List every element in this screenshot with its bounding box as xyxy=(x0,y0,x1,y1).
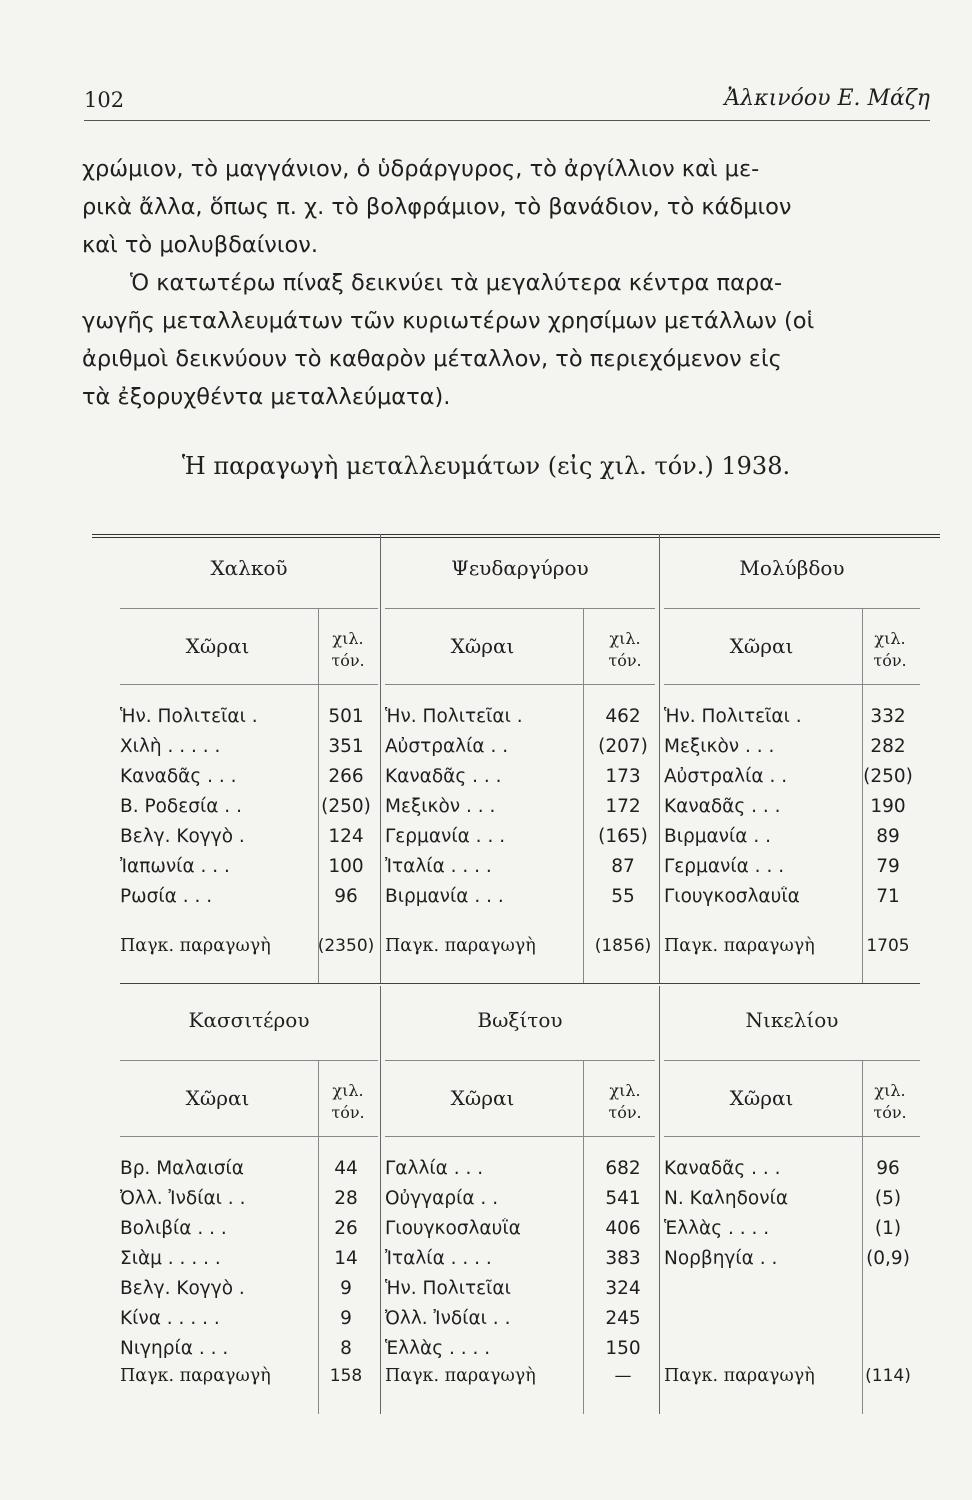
header-rule xyxy=(84,120,930,121)
column-header-unit xyxy=(318,1080,378,1124)
production-value: 96 xyxy=(334,886,358,907)
total-value: 1705 xyxy=(866,936,910,956)
production-value: (5) xyxy=(874,1188,902,1209)
subhead-rule xyxy=(120,608,378,609)
country-name: Βελγ. Κογγὸ . xyxy=(120,1278,245,1299)
column-header-unit xyxy=(860,1080,920,1124)
table-row xyxy=(664,1248,920,1278)
column-header-unit xyxy=(595,1080,655,1124)
table-row xyxy=(664,1218,920,1248)
table-row xyxy=(120,1278,378,1308)
column-header-countries: Χῶραι xyxy=(729,1086,794,1110)
production-value: 14 xyxy=(334,1248,358,1269)
table-block-1 xyxy=(120,534,920,984)
production-value: 71 xyxy=(876,886,900,907)
production-value: 682 xyxy=(605,1158,641,1179)
total-value: — xyxy=(614,1366,632,1386)
table-section xyxy=(385,986,655,1414)
page-number: 102 xyxy=(84,88,125,112)
table-row xyxy=(385,1158,655,1188)
table-section xyxy=(120,986,378,1414)
mineral-title: Ψευδαργύρου xyxy=(451,556,589,580)
unit-line: χιλ. xyxy=(874,629,906,648)
country-name: Ἡν. Πολιτεῖαι . xyxy=(385,706,523,727)
mineral-title: Χαλκοῦ xyxy=(210,556,288,580)
subhead-rule xyxy=(385,1060,655,1061)
table-row xyxy=(664,856,920,886)
production-value: 541 xyxy=(605,1188,641,1209)
total-label: Παγκ. παραγωγὴ xyxy=(385,1366,536,1386)
mineral-title: Βωξίτου xyxy=(477,1008,563,1032)
paragraph-line: καὶ τὸ μολυβδαίνιον. xyxy=(82,232,318,258)
table-row xyxy=(385,826,655,856)
total-row xyxy=(385,936,655,964)
country-name: Σιὰμ . . . . . xyxy=(120,1248,221,1269)
production-value: (165) xyxy=(598,826,648,847)
total-row xyxy=(385,1366,655,1394)
total-value: (114) xyxy=(865,1366,911,1386)
production-value: 87 xyxy=(611,856,635,877)
unit-line: τόν. xyxy=(873,651,907,670)
column-header-countries: Χῶραι xyxy=(450,1086,515,1110)
country-name: Ἰαπωνία . . . xyxy=(120,856,230,877)
table-row xyxy=(120,1188,378,1218)
production-value: 190 xyxy=(870,796,906,817)
table-row xyxy=(120,826,378,856)
country-name: Γιουγκοσλαυΐα xyxy=(385,1218,521,1239)
production-value: (250) xyxy=(321,796,371,817)
table-section xyxy=(664,534,920,984)
production-value: 245 xyxy=(605,1308,641,1329)
table-row xyxy=(120,706,378,736)
header-rule xyxy=(385,684,655,685)
table-section xyxy=(385,534,655,984)
table-row xyxy=(120,1248,378,1278)
total-label: Παγκ. παραγωγὴ xyxy=(385,936,536,956)
unit-line: χιλ. xyxy=(332,1081,364,1100)
table-row xyxy=(664,766,920,796)
header-rule xyxy=(664,684,920,685)
country-name: Ρωσία . . . xyxy=(120,886,213,907)
paragraph-line: γωγῆς μεταλλευμάτων τῶν κυριωτέρων χρησίμων μετάλλων (οἱ xyxy=(82,308,815,334)
production-value: 282 xyxy=(870,736,906,757)
production-value: 55 xyxy=(611,886,635,907)
total-label: Παγκ. παραγωγὴ xyxy=(664,1366,815,1386)
country-name: Καναδᾶς . . . xyxy=(120,766,237,787)
production-value: 26 xyxy=(334,1218,358,1239)
country-name: Γερμανία . . . xyxy=(664,856,785,877)
column-header-unit xyxy=(860,628,920,672)
header-rule xyxy=(120,684,378,685)
header-rule xyxy=(664,1136,920,1137)
page-header xyxy=(84,88,930,120)
header-rule xyxy=(120,1136,378,1137)
country-name: Καναδᾶς . . . xyxy=(385,766,502,787)
unit-line: τόν. xyxy=(608,651,642,670)
table-rows xyxy=(385,706,655,916)
table-row xyxy=(120,1308,378,1338)
table-section xyxy=(120,534,378,984)
country-name: Μεξικὸν . . . xyxy=(664,736,775,757)
table-block-2 xyxy=(120,986,920,1414)
table-row xyxy=(385,796,655,826)
subhead-rule xyxy=(120,1060,378,1061)
country-name: Καναδᾶς . . . xyxy=(664,796,781,817)
production-value: 351 xyxy=(328,736,364,757)
production-value: 28 xyxy=(334,1188,358,1209)
table-rows xyxy=(120,706,378,916)
country-name: Β. Ροδεσία . . xyxy=(120,796,242,817)
total-value: (1856) xyxy=(594,936,652,956)
country-name: Βολιβία . . . xyxy=(120,1218,227,1239)
total-label: Παγκ. παραγωγὴ xyxy=(120,1366,271,1386)
production-value: (207) xyxy=(598,736,648,757)
table-rows xyxy=(385,1158,655,1368)
production-value: (0,9) xyxy=(866,1248,910,1269)
unit-line: τόν. xyxy=(873,1103,907,1122)
table-rows xyxy=(664,1158,920,1278)
column-header-unit xyxy=(595,628,655,672)
column-header-unit xyxy=(318,628,378,672)
country-name: Ν. Καληδονία xyxy=(664,1188,789,1209)
production-value: 501 xyxy=(328,706,364,727)
table-section xyxy=(664,986,920,1414)
country-name: Κίνα . . . . . xyxy=(120,1308,220,1329)
country-name: Χιλὴ . . . . . xyxy=(120,736,221,757)
total-row xyxy=(120,1366,378,1394)
country-name: Βρ. Μαλαισία xyxy=(120,1158,244,1179)
production-value: 96 xyxy=(876,1158,900,1179)
total-label: Παγκ. παραγωγὴ xyxy=(664,936,815,956)
country-name: Ἡν. Πολιτεῖαι . xyxy=(120,706,258,727)
unit-line: τόν. xyxy=(608,1103,642,1122)
production-value: 100 xyxy=(328,856,364,877)
total-value: 158 xyxy=(329,1366,363,1386)
country-name: Αὐστραλία . . xyxy=(664,766,788,787)
production-value: (250) xyxy=(863,766,913,787)
table-row xyxy=(664,886,920,916)
country-name: Γερμανία . . . xyxy=(385,826,506,847)
table-row xyxy=(385,856,655,886)
production-value: 383 xyxy=(605,1248,641,1269)
paragraph-line: ρικὰ ἄλλα, ὅπως π. χ. τὸ βολφράμιον, τὸ βανάδιον, τὸ κάδμιον xyxy=(82,194,792,220)
table-row xyxy=(664,1158,920,1188)
table-row xyxy=(385,1248,655,1278)
table-row xyxy=(385,1278,655,1308)
paragraph-line: τὰ ἐξορυχθέντα μεταλλεύματα). xyxy=(82,384,451,410)
table-row xyxy=(385,1188,655,1218)
production-value: 462 xyxy=(605,706,641,727)
production-value: 79 xyxy=(876,856,900,877)
country-name: Μεξικὸν . . . xyxy=(385,796,496,817)
table-row xyxy=(664,1188,920,1218)
table-row xyxy=(120,796,378,826)
country-name: Αὐστραλία . . xyxy=(385,736,509,757)
production-value: 8 xyxy=(340,1338,352,1359)
table-row xyxy=(385,1308,655,1338)
country-name: Ὀλλ. Ἰνδίαι . . xyxy=(385,1308,511,1329)
paragraph-line: ἀριθμοὶ δεικνύουν τὸ καθαρὸν μέταλλον, τὸ περιεχόμενον εἰς xyxy=(82,346,782,372)
table-row xyxy=(385,736,655,766)
total-row xyxy=(664,936,920,964)
mineral-title: Κασσιτέρου xyxy=(188,1008,310,1032)
subhead-rule xyxy=(664,1060,920,1061)
column-header-countries: Χῶραι xyxy=(185,1086,250,1110)
table-rows xyxy=(664,706,920,916)
total-label: Παγκ. παραγωγὴ xyxy=(120,936,271,956)
table-row xyxy=(385,1218,655,1248)
table-row xyxy=(664,736,920,766)
table-row xyxy=(120,1218,378,1248)
production-value: 9 xyxy=(340,1308,352,1329)
production-value: 89 xyxy=(876,826,900,847)
production-value: 266 xyxy=(328,766,364,787)
table-row xyxy=(664,706,920,736)
table-row xyxy=(120,766,378,796)
total-value: (2350) xyxy=(317,936,375,956)
country-name: Βιρμανία . . xyxy=(664,826,771,847)
production-value: 150 xyxy=(605,1338,641,1359)
country-name: Ἑλλὰς . . . . xyxy=(385,1338,491,1359)
unit-line: χιλ. xyxy=(874,1081,906,1100)
running-head: Ἀλκινόου Ε. Μάζη xyxy=(724,86,930,111)
mineral-title: Μολύβδου xyxy=(739,556,845,580)
paragraph-line: χρώμιον, τὸ μαγγάνιον, ὁ ὑδράργυρος, τὸ ἀργίλλιον καὶ με- xyxy=(82,156,760,182)
country-name: Ἰταλία . . . . xyxy=(385,856,492,877)
production-value: 44 xyxy=(334,1158,358,1179)
country-name: Γαλλία . . . xyxy=(385,1158,484,1179)
table-row xyxy=(120,1158,378,1188)
unit-line: χιλ. xyxy=(609,629,641,648)
country-name: Ἡν. Πολιτεῖαι xyxy=(385,1278,511,1299)
production-value: 9 xyxy=(340,1278,352,1299)
country-name: Ἰταλία . . . . xyxy=(385,1248,492,1269)
table-row xyxy=(385,706,655,736)
unit-line: τόν. xyxy=(331,651,365,670)
country-name: Ὀλλ. Ἰνδίαι . . xyxy=(120,1188,246,1209)
paragraph-line: Ὁ κατωτέρω πίναξ δεικνύει τὰ μεγαλύτερα κέντρα παρα- xyxy=(130,270,783,296)
table-row xyxy=(120,1338,378,1368)
subhead-rule xyxy=(385,608,655,609)
country-name: Οὐγγαρία . . xyxy=(385,1188,499,1209)
table-row xyxy=(664,826,920,856)
country-name: Νορβηγία . . xyxy=(664,1248,778,1269)
unit-line: χιλ. xyxy=(609,1081,641,1100)
country-name: Βελγ. Κογγὸ . xyxy=(120,826,245,847)
table-row xyxy=(120,736,378,766)
unit-line: τόν. xyxy=(331,1103,365,1122)
subhead-rule xyxy=(664,608,920,609)
country-name: Ἡν. Πολιτεῖαι . xyxy=(664,706,802,727)
table-row xyxy=(120,856,378,886)
table-row xyxy=(385,886,655,916)
table-rows xyxy=(120,1158,378,1368)
production-value: 172 xyxy=(605,796,641,817)
country-name: Καναδᾶς . . . xyxy=(664,1158,781,1179)
table-row xyxy=(120,886,378,916)
table-row xyxy=(385,766,655,796)
country-name: Νιγηρία . . . xyxy=(120,1338,229,1359)
unit-line: χιλ. xyxy=(332,629,364,648)
production-value: 124 xyxy=(328,826,364,847)
country-name: Ἑλλὰς . . . . xyxy=(664,1218,770,1239)
column-header-countries: Χῶραι xyxy=(185,634,250,658)
table-block-rule xyxy=(120,983,920,984)
column-header-countries: Χῶραι xyxy=(450,634,515,658)
production-value: 324 xyxy=(605,1278,641,1299)
mineral-title: Νικελίου xyxy=(745,1008,839,1032)
production-value: 406 xyxy=(605,1218,641,1239)
country-name: Βιρμανία . . . xyxy=(385,886,504,907)
production-value: (1) xyxy=(874,1218,902,1239)
table-row xyxy=(664,796,920,826)
total-row xyxy=(664,1366,920,1394)
production-value: 173 xyxy=(605,766,641,787)
country-name: Γιουγκοσλαυΐα xyxy=(664,886,800,907)
column-header-countries: Χῶραι xyxy=(729,634,794,658)
total-row xyxy=(120,936,378,964)
table-row xyxy=(385,1338,655,1368)
body-paragraph xyxy=(82,150,932,416)
table-caption: Ἡ παραγωγὴ μεταλλευμάτων (εἰς χιλ. τόν.) 1938. xyxy=(181,452,791,480)
header-rule xyxy=(385,1136,655,1137)
production-value: 332 xyxy=(870,706,906,727)
